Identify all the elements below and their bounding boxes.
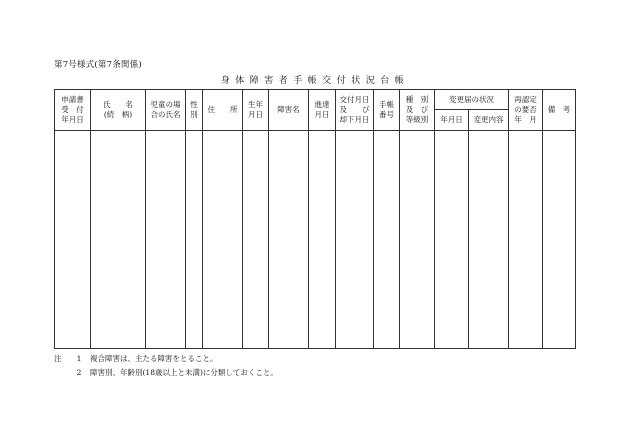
col-address: 住 所 xyxy=(203,90,243,131)
col-recertification: 再認定 の要否 年 月 xyxy=(509,90,543,131)
table-row xyxy=(55,131,576,349)
table-cell[interactable] xyxy=(543,131,576,349)
col-birth-date: 生年 月日 xyxy=(243,90,269,131)
ledger-table xyxy=(54,89,576,349)
col-application-date: 申請書 受 付 年月日 xyxy=(55,90,91,131)
table-cell[interactable] xyxy=(203,131,243,349)
col-change-date: 年月日 xyxy=(435,110,469,131)
table-cell[interactable] xyxy=(374,131,400,349)
table-cell[interactable] xyxy=(469,131,509,349)
table-cell[interactable] xyxy=(336,131,374,349)
table-cell[interactable] xyxy=(269,131,309,349)
table-cell[interactable] xyxy=(146,131,186,349)
col-child-name: 児童の場 合の氏名 xyxy=(146,90,186,131)
col-change-content: 変更内容 xyxy=(469,110,509,131)
notes xyxy=(54,352,278,380)
col-change-status: 変更届の状況 xyxy=(435,90,509,110)
table-cell[interactable] xyxy=(91,131,146,349)
col-forward-date: 進達 月日 xyxy=(309,90,336,131)
note-number: 2 xyxy=(76,368,82,377)
form-number: 第7号様式(第7条関係) xyxy=(54,60,142,70)
col-name-relation: 氏 名 (続 柄) xyxy=(91,90,146,131)
col-type-grade: 種 別 及 び 等級別 xyxy=(400,90,435,131)
table-cell[interactable] xyxy=(435,131,469,349)
note-text: 障害別、年齢別(18歳以上と未満)に分類しておくこと。 xyxy=(90,368,278,377)
table-cell[interactable] xyxy=(243,131,269,349)
note-mark: 注 xyxy=(54,354,62,363)
col-issue-reject-date: 交付月日 及 び 却下月日 xyxy=(336,90,374,131)
ledger-title: 身体障害者手帳交付状況台帳 xyxy=(220,76,410,86)
col-sex: 性 別 xyxy=(186,90,203,131)
note-text: 複合障害は、主たる障害をとること。 xyxy=(90,354,218,363)
col-handbook-number: 手帳 番号 xyxy=(374,90,400,131)
table-cell[interactable] xyxy=(400,131,435,349)
table-cell[interactable] xyxy=(309,131,336,349)
table-cell[interactable] xyxy=(55,131,91,349)
note-item xyxy=(54,366,278,380)
note-item xyxy=(54,352,278,366)
note-number: 1 xyxy=(76,354,82,363)
table-cell[interactable] xyxy=(186,131,203,349)
col-remarks: 備 考 xyxy=(543,90,576,131)
col-disability-name: 障害名 xyxy=(269,90,309,131)
table-cell[interactable] xyxy=(509,131,543,349)
